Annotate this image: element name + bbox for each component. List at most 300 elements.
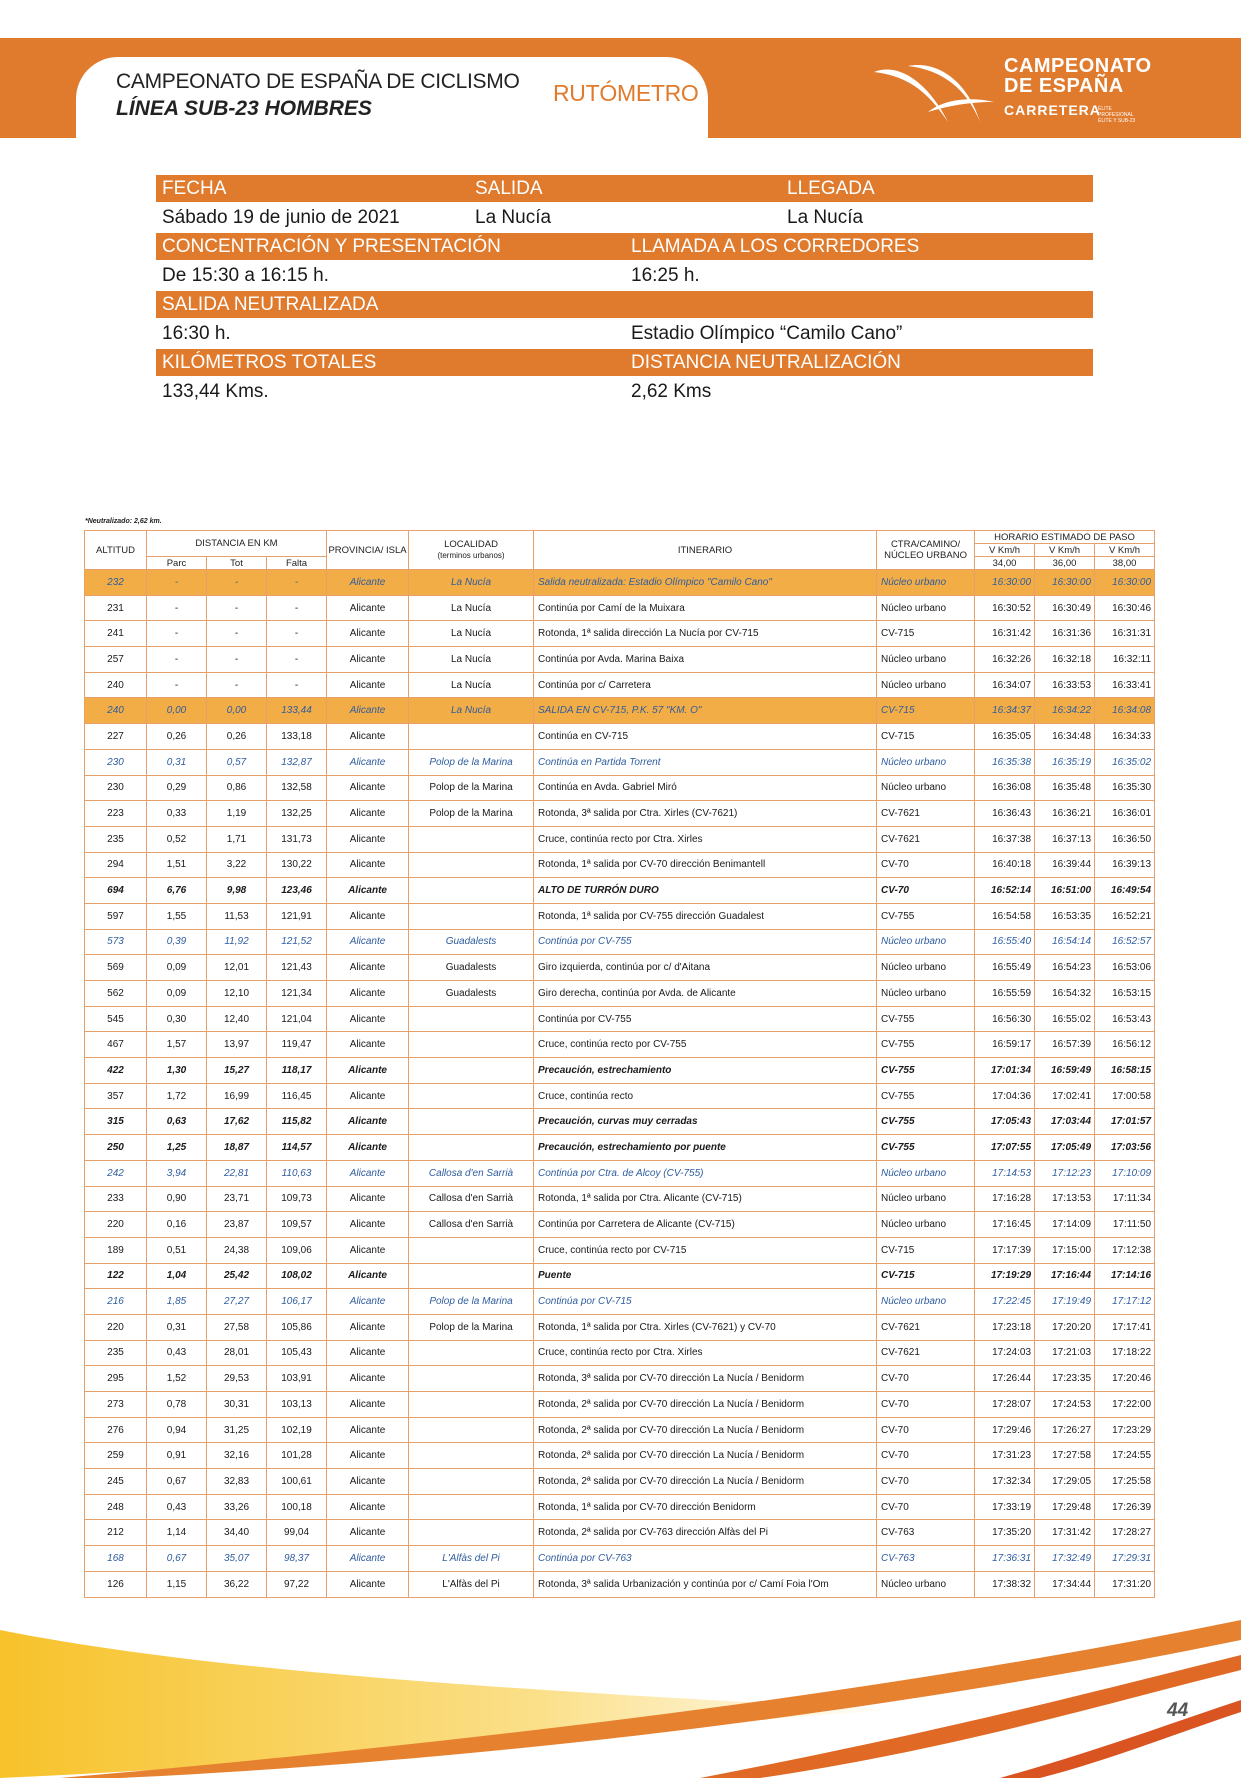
road-cell: CV-70 (877, 1469, 975, 1495)
locality-cell: La Nucía (409, 570, 534, 596)
province-cell: Alicante (327, 903, 409, 929)
table-row (85, 1109, 1155, 1135)
province-cell: Alicante (327, 621, 409, 647)
time-34-cell: 16:59:17 (975, 1032, 1035, 1058)
parc-cell: 1,15 (147, 1571, 207, 1597)
parc-cell: 0,09 (147, 955, 207, 981)
tot-cell: 24,38 (207, 1237, 267, 1263)
time-34-cell: 16:36:08 (975, 775, 1035, 801)
altitude-cell: 230 (85, 749, 147, 775)
road-cell: CV-715 (877, 698, 975, 724)
time-38-cell: 16:39:13 (1095, 852, 1155, 878)
province-cell: Alicante (327, 1546, 409, 1572)
province-cell: Alicante (327, 570, 409, 596)
parc-cell: 0,67 (147, 1546, 207, 1572)
tot-cell: 11,53 (207, 903, 267, 929)
altitude-cell: 259 (85, 1443, 147, 1469)
road-cell: Núcleo urbano (877, 749, 975, 775)
locality-cell (409, 1006, 534, 1032)
altitude-cell: 569 (85, 955, 147, 981)
table-row (85, 1083, 1155, 1109)
salida-label: SALIDA (475, 178, 543, 199)
time-34-cell: 17:16:28 (975, 1186, 1035, 1212)
llegada-label: LLEGADA (787, 178, 875, 199)
time-36-cell: 16:39:44 (1035, 852, 1095, 878)
logo-text-2: DE ESPAÑA (1004, 75, 1124, 97)
header-title: CAMPEONATO DE ESPAÑA DE CICLISMO (116, 70, 520, 93)
parc-cell: 1,14 (147, 1520, 207, 1546)
time-38-cell: 17:17:41 (1095, 1314, 1155, 1340)
itinerary-cell: Continúa por CV-715 (534, 1289, 877, 1315)
altitude-cell: 232 (85, 570, 147, 596)
road-cell: CV-70 (877, 1392, 975, 1418)
time-38-cell: 17:31:20 (1095, 1571, 1155, 1597)
time-34-cell: 17:24:03 (975, 1340, 1035, 1366)
locality-cell: Callosa d'en Sarrià (409, 1160, 534, 1186)
time-38-cell: 16:35:30 (1095, 775, 1155, 801)
tot-cell: 13,97 (207, 1032, 267, 1058)
itinerary-cell: Precaución, estrechamiento por puente (534, 1135, 877, 1161)
falta-cell: - (267, 595, 327, 621)
time-38-cell: 17:22:00 (1095, 1392, 1155, 1418)
time-36-cell: 17:20:20 (1035, 1314, 1095, 1340)
falta-cell: 133,44 (267, 698, 327, 724)
tot-cell: 27,27 (207, 1289, 267, 1315)
falta-cell: 133,18 (267, 724, 327, 750)
fecha-value: Sábado 19 de junio de 2021 (162, 207, 400, 228)
province-cell: Alicante (327, 724, 409, 750)
falta-cell: 121,34 (267, 981, 327, 1007)
time-34-cell: 16:34:07 (975, 672, 1035, 698)
parc-cell: 1,51 (147, 852, 207, 878)
tot-cell: 32,16 (207, 1443, 267, 1469)
altitude-cell: 235 (85, 826, 147, 852)
time-38-cell: 16:53:06 (1095, 955, 1155, 981)
time-34-cell: 16:30:52 (975, 595, 1035, 621)
table-row (85, 852, 1155, 878)
parc-cell: - (147, 647, 207, 673)
falta-cell: 109,57 (267, 1212, 327, 1238)
itinerary-cell: Cruce, continúa recto por Ctra. Xirles (534, 1340, 877, 1366)
altitude-cell: 168 (85, 1546, 147, 1572)
info-bar-3 (156, 291, 1093, 318)
road-cell: CV-7621 (877, 1314, 975, 1340)
parc-cell: 0,78 (147, 1392, 207, 1418)
tot-cell: 23,71 (207, 1186, 267, 1212)
time-38-cell: 17:18:22 (1095, 1340, 1155, 1366)
tot-cell: 25,42 (207, 1263, 267, 1289)
itinerary-cell: Cruce, continúa recto por CV-755 (534, 1032, 877, 1058)
falta-cell: 131,73 (267, 826, 327, 852)
tot-cell: - (207, 621, 267, 647)
time-36-cell: 16:31:36 (1035, 621, 1095, 647)
road-cell: CV-755 (877, 1006, 975, 1032)
locality-cell: Polop de la Marina (409, 1289, 534, 1315)
time-36-cell: 16:32:18 (1035, 647, 1095, 673)
table-row (85, 1314, 1155, 1340)
itinerary-cell: Precaución, curvas muy cerradas (534, 1109, 877, 1135)
table-row (85, 1160, 1155, 1186)
locality-cell: Polop de la Marina (409, 775, 534, 801)
tot-cell: 23,87 (207, 1212, 267, 1238)
col-itinerario: ITINERARIO (534, 531, 877, 570)
road-cell: Núcleo urbano (877, 1212, 975, 1238)
locality-cell (409, 1417, 534, 1443)
table-row (85, 1520, 1155, 1546)
falta-cell: 109,06 (267, 1237, 327, 1263)
itinerary-cell: Salida neutralizada: Estadio Olímpico "Camilo Cano" (534, 570, 877, 596)
page-number: 44 (1167, 1700, 1189, 1721)
province-cell: Alicante (327, 1314, 409, 1340)
province-cell: Alicante (327, 1469, 409, 1495)
locality-cell: La Nucía (409, 647, 534, 673)
time-38-cell: 16:30:46 (1095, 595, 1155, 621)
province-cell: Alicante (327, 1212, 409, 1238)
locality-cell: Guadalests (409, 929, 534, 955)
parc-cell: 0,91 (147, 1443, 207, 1469)
table-row (85, 1546, 1155, 1572)
time-38-cell: 17:17:12 (1095, 1289, 1155, 1315)
road-cell: Núcleo urbano (877, 672, 975, 698)
road-cell: CV-755 (877, 1058, 975, 1084)
col-altitud: ALTITUD (85, 531, 147, 570)
table-row (85, 981, 1155, 1007)
province-cell: Alicante (327, 955, 409, 981)
falta-cell: 119,47 (267, 1032, 327, 1058)
time-36-cell: 16:54:32 (1035, 981, 1095, 1007)
itinerary-cell: Continúa por Camí de la Muixara (534, 595, 877, 621)
time-34-cell: 16:56:30 (975, 1006, 1035, 1032)
altitude-cell: 231 (85, 595, 147, 621)
tot-cell: 17,62 (207, 1109, 267, 1135)
time-36-cell: 17:34:44 (1035, 1571, 1095, 1597)
info-values-1 (156, 204, 1093, 231)
itinerary-cell: Cruce, continúa recto por Ctra. Xirles (534, 826, 877, 852)
salida-value: La Nucía (475, 207, 552, 228)
parc-cell: 1,52 (147, 1366, 207, 1392)
time-36-cell: 17:24:53 (1035, 1392, 1095, 1418)
time-38-cell: 17:28:27 (1095, 1520, 1155, 1546)
time-34-cell: 16:55:40 (975, 929, 1035, 955)
itinerary-cell: Rotonda, 2ª salida por CV-70 dirección La Nucía / Benidorm (534, 1417, 877, 1443)
itinerary-cell: Continúa por c/ Carretera (534, 672, 877, 698)
time-36-cell: 16:54:23 (1035, 955, 1095, 981)
time-34-cell: 16:54:58 (975, 903, 1035, 929)
time-38-cell: 17:12:38 (1095, 1237, 1155, 1263)
tot-cell: 9,98 (207, 878, 267, 904)
road-cell: Núcleo urbano (877, 570, 975, 596)
locality-cell (409, 1083, 534, 1109)
time-38-cell: 16:33:41 (1095, 672, 1155, 698)
road-cell: CV-763 (877, 1520, 975, 1546)
col-localidad-sub: (terminos urbanos) (437, 551, 505, 560)
time-38-cell: 16:32:11 (1095, 647, 1155, 673)
falta-cell: 116,45 (267, 1083, 327, 1109)
altitude-cell: 295 (85, 1366, 147, 1392)
parc-cell: 0,30 (147, 1006, 207, 1032)
time-34-cell: 16:35:05 (975, 724, 1035, 750)
tot-cell: - (207, 647, 267, 673)
km-value: 133,44 Kms. (162, 381, 269, 402)
altitude-cell: 467 (85, 1032, 147, 1058)
itinerary-cell: SALIDA EN CV-715, P.K. 57 "KM. O" (534, 698, 877, 724)
logo-small-text: ÉLITE PROFESIONAL ÉLITE Y SUB-23 (1098, 106, 1136, 124)
province-cell: Alicante (327, 1237, 409, 1263)
altitude-cell: 240 (85, 672, 147, 698)
parc-cell: - (147, 570, 207, 596)
altitude-cell: 216 (85, 1289, 147, 1315)
tot-cell: 0,00 (207, 698, 267, 724)
col-provincia: PROVINCIA/ ISLA (327, 531, 409, 570)
itinerary-cell: Giro derecha, continúa por Avda. de Alicante (534, 981, 877, 1007)
table-row (85, 1237, 1155, 1263)
road-cell: CV-70 (877, 1494, 975, 1520)
table-row (85, 1340, 1155, 1366)
time-36-cell: 17:03:44 (1035, 1109, 1095, 1135)
tot-cell: 1,71 (207, 826, 267, 852)
falta-cell: 123,46 (267, 878, 327, 904)
time-38-cell: 17:10:09 (1095, 1160, 1155, 1186)
col-v2: V Km/h (1035, 544, 1095, 557)
altitude-cell: 545 (85, 1006, 147, 1032)
road-cell: Núcleo urbano (877, 775, 975, 801)
table-row (85, 724, 1155, 750)
time-34-cell: 17:35:20 (975, 1520, 1035, 1546)
time-36-cell: 16:55:02 (1035, 1006, 1095, 1032)
time-36-cell: 17:29:48 (1035, 1494, 1095, 1520)
province-cell: Alicante (327, 1494, 409, 1520)
falta-cell: - (267, 570, 327, 596)
altitude-cell: 122 (85, 1263, 147, 1289)
province-cell: Alicante (327, 1263, 409, 1289)
parc-cell: - (147, 595, 207, 621)
table-row (85, 1135, 1155, 1161)
altitude-cell: 315 (85, 1109, 147, 1135)
parc-cell: 0,26 (147, 724, 207, 750)
locality-cell: La Nucía (409, 698, 534, 724)
altitude-cell: 562 (85, 981, 147, 1007)
parc-cell: 0,00 (147, 698, 207, 724)
time-34-cell: 17:14:53 (975, 1160, 1035, 1186)
time-36-cell: 17:13:53 (1035, 1186, 1095, 1212)
tot-cell: 1,19 (207, 801, 267, 827)
province-cell: Alicante (327, 698, 409, 724)
time-38-cell: 16:52:21 (1095, 903, 1155, 929)
road-cell: Núcleo urbano (877, 1160, 975, 1186)
tot-cell: 0,57 (207, 749, 267, 775)
tot-cell: 0,86 (207, 775, 267, 801)
tot-cell: 33,26 (207, 1494, 267, 1520)
table-row (85, 929, 1155, 955)
road-cell: CV-715 (877, 1263, 975, 1289)
time-34-cell: 16:31:42 (975, 621, 1035, 647)
time-34-cell: 17:26:44 (975, 1366, 1035, 1392)
altitude-cell: 273 (85, 1392, 147, 1418)
locality-cell (409, 1443, 534, 1469)
time-34-cell: 17:32:34 (975, 1469, 1035, 1495)
table-row (85, 595, 1155, 621)
time-38-cell: 17:11:50 (1095, 1212, 1155, 1238)
time-36-cell: 16:51:00 (1035, 878, 1095, 904)
falta-cell: - (267, 647, 327, 673)
locality-cell: Polop de la Marina (409, 1314, 534, 1340)
time-36-cell: 16:34:22 (1035, 698, 1095, 724)
province-cell: Alicante (327, 1109, 409, 1135)
province-cell: Alicante (327, 929, 409, 955)
time-38-cell: 16:36:50 (1095, 826, 1155, 852)
table-row (85, 826, 1155, 852)
time-36-cell: 16:37:13 (1035, 826, 1095, 852)
altitude-cell: 241 (85, 621, 147, 647)
province-cell: Alicante (327, 826, 409, 852)
locality-cell (409, 1520, 534, 1546)
table-row (85, 1006, 1155, 1032)
province-cell: Alicante (327, 1392, 409, 1418)
province-cell: Alicante (327, 1340, 409, 1366)
province-cell: Alicante (327, 595, 409, 621)
falta-cell: 132,58 (267, 775, 327, 801)
logo-text-1: CAMPEONATO (1004, 55, 1152, 77)
info-values-3 (156, 320, 1093, 347)
table-row (85, 903, 1155, 929)
road-cell: Núcleo urbano (877, 1289, 975, 1315)
locality-cell (409, 1392, 534, 1418)
tot-cell: 16,99 (207, 1083, 267, 1109)
locality-cell (409, 1340, 534, 1366)
road-cell: CV-755 (877, 903, 975, 929)
neutralized-note: *Neutralizado: 2,62 km. (85, 518, 162, 525)
time-34-cell: 17:01:34 (975, 1058, 1035, 1084)
table-row (85, 1392, 1155, 1418)
time-34-cell: 17:28:07 (975, 1392, 1035, 1418)
parc-cell: - (147, 672, 207, 698)
tot-cell: 12,01 (207, 955, 267, 981)
time-34-cell: 16:40:18 (975, 852, 1035, 878)
bottom-decoration (0, 1600, 1241, 1778)
tot-cell: 32,83 (207, 1469, 267, 1495)
road-cell: CV-755 (877, 1135, 975, 1161)
section-title: RUTÓMETRO (553, 80, 699, 106)
tot-cell: 12,10 (207, 981, 267, 1007)
time-36-cell: 17:12:23 (1035, 1160, 1095, 1186)
itinerary-cell: Rotonda, 2ª salida por CV-70 dirección La Nucía / Benidorm (534, 1469, 877, 1495)
falta-cell: 132,87 (267, 749, 327, 775)
altitude-cell: 294 (85, 852, 147, 878)
time-34-cell: 16:37:38 (975, 826, 1035, 852)
time-38-cell: 16:31:31 (1095, 621, 1155, 647)
time-36-cell: 17:29:05 (1035, 1469, 1095, 1495)
tot-cell: 31,25 (207, 1417, 267, 1443)
time-34-cell: 17:38:32 (975, 1571, 1035, 1597)
time-34-cell: 17:19:29 (975, 1263, 1035, 1289)
road-cell: CV-70 (877, 878, 975, 904)
road-cell: Núcleo urbano (877, 595, 975, 621)
altitude-cell: 233 (85, 1186, 147, 1212)
time-38-cell: 16:53:43 (1095, 1006, 1155, 1032)
falta-cell: 132,25 (267, 801, 327, 827)
time-36-cell: 17:27:58 (1035, 1443, 1095, 1469)
itinerary-cell: Continúa por CV-763 (534, 1546, 877, 1572)
time-36-cell: 16:35:48 (1035, 775, 1095, 801)
parc-cell: 0,39 (147, 929, 207, 955)
time-34-cell: 16:30:00 (975, 570, 1035, 596)
speed-1: 34,00 (975, 557, 1035, 570)
time-34-cell: 17:16:45 (975, 1212, 1035, 1238)
province-cell: Alicante (327, 775, 409, 801)
col-parc: Parc (147, 557, 207, 570)
time-34-cell: 17:22:45 (975, 1289, 1035, 1315)
locality-cell: La Nucía (409, 672, 534, 698)
altitude-cell: 597 (85, 903, 147, 929)
col-tot: Tot (207, 557, 267, 570)
province-cell: Alicante (327, 1571, 409, 1597)
itinerary-cell: Rotonda, 2ª salida por CV-70 dirección La Nucía / Benidorm (534, 1443, 877, 1469)
province-cell: Alicante (327, 647, 409, 673)
tot-cell: 34,40 (207, 1520, 267, 1546)
itinerary-cell: Rotonda, 3ª salida Urbanización y continúa por c/ Camí Foia l'Om (534, 1571, 877, 1597)
parc-cell: 0,63 (147, 1109, 207, 1135)
falta-cell: 105,86 (267, 1314, 327, 1340)
itinerary-cell: Rotonda, 3ª salida por Ctra. Xirles (CV-7621) (534, 801, 877, 827)
tot-cell: 18,87 (207, 1135, 267, 1161)
table-row (85, 1494, 1155, 1520)
time-36-cell: 17:15:00 (1035, 1237, 1095, 1263)
time-36-cell: 16:34:48 (1035, 724, 1095, 750)
time-36-cell: 16:33:53 (1035, 672, 1095, 698)
time-36-cell: 16:54:14 (1035, 929, 1095, 955)
road-cell: CV-70 (877, 1443, 975, 1469)
itinerary-cell: Continúa en CV-715 (534, 724, 877, 750)
time-34-cell: 17:36:31 (975, 1546, 1035, 1572)
time-36-cell: 16:30:00 (1035, 570, 1095, 596)
altitude-cell: 235 (85, 1340, 147, 1366)
itinerary-cell: Giro izquierda, continúa por c/ d'Aitana (534, 955, 877, 981)
falta-cell: 98,37 (267, 1546, 327, 1572)
parc-cell: 0,16 (147, 1212, 207, 1238)
province-cell: Alicante (327, 981, 409, 1007)
falta-cell: 100,18 (267, 1494, 327, 1520)
itinerary-cell: Precaución, estrechamiento (534, 1058, 877, 1084)
time-38-cell: 17:24:55 (1095, 1443, 1155, 1469)
time-34-cell: 17:04:36 (975, 1083, 1035, 1109)
falta-cell: 114,57 (267, 1135, 327, 1161)
locality-cell (409, 903, 534, 929)
tot-cell: 3,22 (207, 852, 267, 878)
tot-cell: 36,22 (207, 1571, 267, 1597)
locality-cell (409, 1032, 534, 1058)
time-38-cell: 16:35:02 (1095, 749, 1155, 775)
championship-logo (868, 52, 1168, 128)
falta-cell: - (267, 621, 327, 647)
altitude-cell: 694 (85, 878, 147, 904)
tot-cell: - (207, 672, 267, 698)
tot-cell: 28,01 (207, 1340, 267, 1366)
time-36-cell: 16:57:39 (1035, 1032, 1095, 1058)
road-cell: CV-715 (877, 1237, 975, 1263)
road-cell: Núcleo urbano (877, 981, 975, 1007)
parc-cell: 3,94 (147, 1160, 207, 1186)
altitude-cell: 276 (85, 1417, 147, 1443)
itinerary-cell: Rotonda, 1ª salida dirección La Nucía por CV-715 (534, 621, 877, 647)
table-row (85, 1212, 1155, 1238)
table-row (85, 1289, 1155, 1315)
locality-cell (409, 1237, 534, 1263)
altitude-cell: 573 (85, 929, 147, 955)
altitude-cell: 212 (85, 1520, 147, 1546)
province-cell: Alicante (327, 1186, 409, 1212)
neutralizada-label: SALIDA NEUTRALIZADA (162, 294, 379, 315)
parc-cell: 1,72 (147, 1083, 207, 1109)
